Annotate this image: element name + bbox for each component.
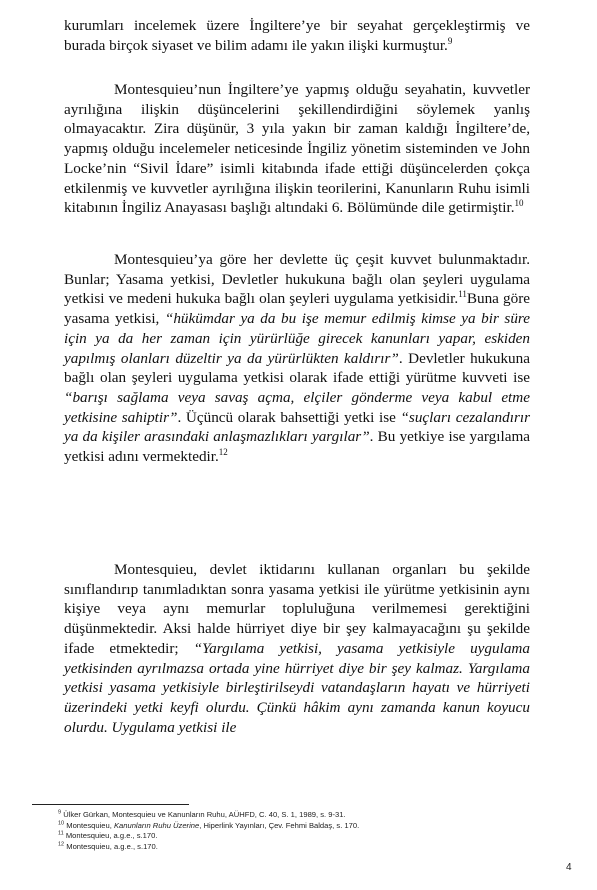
paragraph-text: Montesquieu, devlet iktidarını kullanan organları bu şekilde sınıflandırıp tanımladıktan sonra yasama yetkisi ile yürütme yetkisinin aynı kişiye veya aynı memurlar topluluğuna verilmemesi gerektiğini düşünmektedir. Aksi halde hürriyet diye bir şey kalmayacağını şu şekilde ifade etmektedir; [64,561,530,657]
paragraph-1 [64,16,530,55]
footnote-12 [58,842,538,853]
paragraph-text: Buna göre yasama yetkisi, [64,290,530,328]
paragraph-4 [64,560,530,737]
quote-judicial: “suçları cezalandırır ya da kişiler arasındaki anlaşmazlıkları yargılar” [64,408,530,446]
footnote-10 [58,821,538,832]
quote-legislative: “hükümdar ya da bu işe memur edilmiş kimse ya bir süre için ya da her zaman için yürürlüğe girecek kanunları yapar, eskiden yapılmış olanları düzeltir ya da yürürlükten kaldırır” [64,310,530,367]
footnote-ref-12: 12 [218,446,228,457]
quote-executive: “barışı sağlama veya savaş açma, elçiler gönderme veya kabul etme yetkisine sahiptir” [64,388,530,426]
footnotes [58,810,538,852]
footnote-text: Montesquieu, a.g.e., s.170. [66,841,158,851]
footnote-ref-9: 9 [447,35,453,46]
footnote-ref-10: 10 [514,198,524,209]
footnote-text: Montesquieu, a.g.e., s.170. [65,831,158,841]
page-number: 4 [566,862,572,873]
footnote-book-title: Kanunların Ruhu Üzerine [113,820,200,830]
footnote-11 [58,831,538,842]
paragraph-text: Montesquieu’nun İngiltere’ye yapmış olduğu seyahatin, kuvvetler ayrılığına ilişkin düşüncelerini şekillendirdiğini söylemek yanlış olmayacaktır. Zira düşünür, 3 yıla yakın bir zaman kaldığı İngiltere’de, yapmış olduğu incelemeler neticesinde İngiliz yönetim sisteminden ve John Locke’nin “Sivil İdare” isimli kitabında ifade ettiği düşüncelerden çokça etkilenmiş ve kuvvetler ayrılığına ilişkin teorilerini, Kanunların Ruhu isimli kitabının İngiliz Anayasası başlığı altındaki 6. Bölümünde dile getirmiştir. [64,81,530,217]
footnote-9 [58,810,538,821]
footnote-number: 9 [58,809,62,816]
paragraph-text: . Üçüncü olarak bahsettiği yetki ise [177,408,401,426]
paragraph-2 [64,80,530,218]
quote-liberty: “Yargılama yetkisi, yasama yetkisiyle uygulama yetkisinden ayrılmazsa ortada yine hürriyet diye bir şey kalmaz. Yargılama yetkisi yasama yetkisiyle birleştirilseydi vatandaşların hayatı ve hürriyeti üzerindeki yetki keyfi olurdu. Çünkü hâkim aynı zamanda kanun koyucu olurdu. Uygulama yetkisi ile [64,639,530,736]
footnote-separator [32,804,189,805]
footnote-number: 11 [58,830,64,837]
paragraph-text: . Devletler hukukuna bağlı olan şeyleri uygulama yetkisi olarak ifade ettiği yürütme kuvveti ise [64,349,530,387]
footnote-text: Ülker Gürkan, Montesquieu ve Kanunların Ruhu, AÜHFD, C. 40, S. 1, 1989, s. 9-31. [63,810,346,819]
footnote-text: , Hiperlink Yayınları, Çev. Fehmi Baldaş, s. 170. [199,820,360,830]
footnote-text: Montesquieu, [66,820,114,830]
footnote-number: 10 [58,820,65,827]
paragraph-text: kurumları incelemek üzere İngiltere’ye bir seyahat gerçekleştirmiş ve burada birçok siyaset ve bilim adamı ile yakın ilişki kurmuştur. [64,17,530,54]
footnote-number: 12 [58,841,65,848]
paragraph-text: Montesquieu’ya göre her devlette üç çeşit kuvvet bulunmaktadır. Bunlar; Yasama yetkisi, Devletler hukukuna bağlı olan şeyleri uygulama yetkisi ve medeni hukuka bağlı olan şeyleri uygulama yetkisidir. [64,251,530,308]
paragraph-text: . Bu yetkiye ise yargılama yetkisi adını vermektedir. [64,428,530,466]
paragraph-3 [64,250,530,467]
footnote-ref-11: 11 [458,289,467,300]
